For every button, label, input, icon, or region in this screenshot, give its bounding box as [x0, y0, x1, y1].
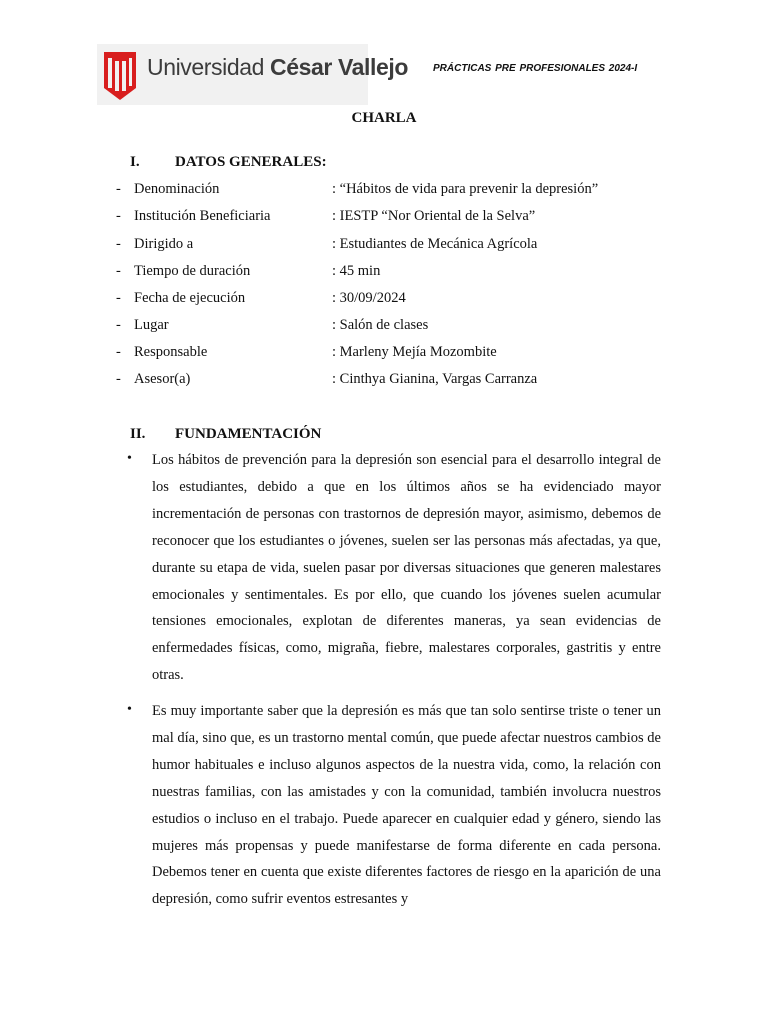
university-shield-icon [104, 52, 136, 100]
row-label: Dirigido a [134, 236, 194, 252]
row-value: : IESTP “Nor Oriental de la Selva” [332, 208, 536, 224]
section-heading-fundamentacion [130, 426, 430, 446]
row-label: Fecha de ejecución [134, 290, 246, 306]
row-label: Institución Beneficiaria [134, 208, 271, 224]
row-label: Responsable [134, 344, 208, 360]
row-label: Tiempo de duración [134, 263, 251, 279]
row-dash: - [116, 263, 121, 279]
section-number: I. [130, 154, 140, 170]
header-practices-label: PRÁCTICAS PRE PROFESIONALES 2024-I [433, 63, 638, 74]
general-data-row [116, 263, 676, 283]
row-value: : 45 min [332, 263, 381, 279]
general-data-row [116, 181, 676, 201]
row-value: : Estudiantes de Mecánica Agrícola [332, 236, 538, 252]
row-dash: - [116, 371, 121, 387]
university-logo [97, 44, 409, 105]
row-value: : 30/09/2024 [332, 290, 406, 306]
row-label: Lugar [134, 317, 169, 333]
bullet-point: • [127, 451, 132, 466]
university-name-regular: Universidad [147, 54, 265, 80]
university-name [147, 54, 408, 81]
paragraph: Los hábitos de prevención para la depresión son esencial para el desarrollo integral de los estudiantes, debido a que en los últimos años se ha evidenciado mayor incrementación de personas con trastornos de depresión mayor, asimismo, debemos de reconocer que los estudiantes o jóvenes, suelen ser las personas más afectadas, ya que, durante su etapa de vida, suelen pasar por diversas situaciones que generen malestares emocionales y sentimentales. Es por ello, que cuando los jóvenes suelen acumular tensiones emocionales, explotan de diferentes maneras, ya sean evidencias de enfermedades físicas, como, migraña, fiebre, malestares corporales, gastritis y entre otras. [152, 452, 661, 684]
row-dash: - [116, 208, 121, 224]
row-value: : Marleny Mejía Mozombite [332, 344, 497, 360]
row-dash: - [116, 181, 121, 197]
section-number: II. [130, 426, 146, 442]
row-label: Asesor(a) [134, 371, 191, 387]
row-label: Denominación [134, 181, 220, 197]
general-data-row [116, 317, 676, 337]
document-title: CHARLA [351, 110, 417, 126]
row-value: : “Hábitos de vida para prevenir la depresión” [332, 181, 599, 197]
row-dash: - [116, 344, 121, 360]
general-data-row [116, 290, 676, 310]
general-data-row [116, 236, 676, 256]
university-name-bold: César Vallejo [270, 54, 409, 80]
general-data-row [116, 371, 676, 391]
row-value: : Cinthya Gianina, Vargas Carranza [332, 371, 538, 387]
row-dash: - [116, 290, 121, 306]
general-data-row [116, 208, 676, 228]
section-title: FUNDAMENTACIÓN [175, 426, 322, 442]
paragraph: Es muy importante saber que la depresión es más que tan solo sentirse triste o tener un mal día, sino que, es un trastorno mental común, que puede afectar nuestros cambios de humor habituales e incluso algunos aspectos de la nuestra vida, como, la relación con nuestras familias, con las amistades y con la comunidad, también involucra nuestros estudios o incluso en el trabajo. Puede aparecer en cualquier edad y género, siendo las mujeres más propensas y puede manifestarse de forma diferente en cada persona. Debemos tener en cuenta que existe diferentes factores de riesgo en la aparición de una depresión, como sufrir eventos estresantes y [152, 703, 661, 908]
row-value: : Salón de clases [332, 317, 429, 333]
row-dash: - [116, 317, 121, 333]
section-title: DATOS GENERALES: [175, 154, 327, 170]
section-heading-general-data [130, 154, 430, 174]
general-data-row [116, 344, 676, 364]
bullet-point: • [127, 702, 132, 717]
row-dash: - [116, 236, 121, 252]
